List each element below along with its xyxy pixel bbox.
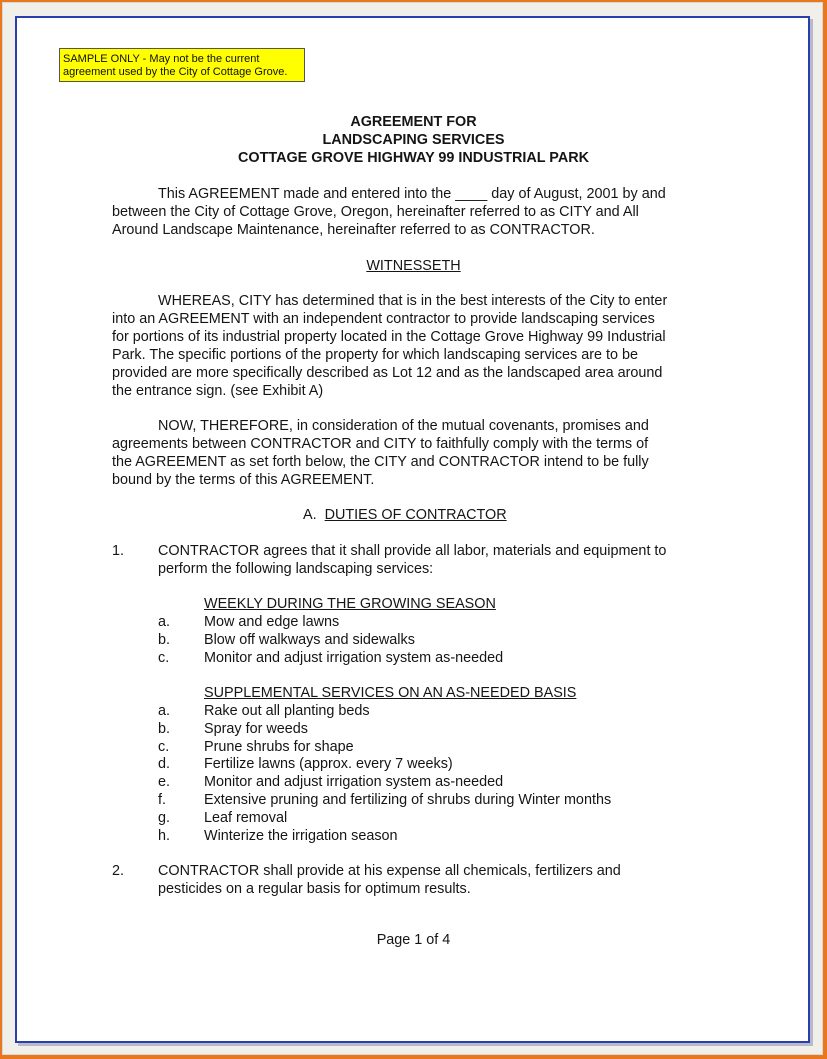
page-number: Page 1 of 4 [376,932,451,948]
sample-notice-line-2: agreement used by the City of Cottage Grove. [63,66,288,78]
witnesseth-heading: WITNESSETH [366,258,461,274]
supplemental-item-text: Fertilize lawns (approx. every 7 weeks) [204,756,453,772]
title-line-1: AGREEMENT FOR [350,114,477,130]
weekly-heading: WEEKLY DURING THE GROWING SEASON [204,596,496,612]
intro-line-3: Around Landscape Maintenance, hereinafter referred to as CONTRACTOR. [112,222,595,238]
weekly-item-text: Blow off walkways and sidewalks [204,632,415,648]
item-2-number: 2. [112,863,125,879]
supplemental-item-text: Spray for weeds [204,721,308,737]
weekly-item-letter: a. [158,614,171,630]
supplemental-item-letter: h. [158,828,171,844]
supplemental-item-text: Monitor and adjust irrigation system as-needed [204,774,504,790]
item-1-number: 1. [112,543,125,559]
now-therefore-line-3: the AGREEMENT as set forth below, the CITY and CONTRACTOR intend to be fully [112,454,649,470]
supplemental-item-letter: d. [158,756,171,772]
supplemental-item-letter: c. [158,739,170,755]
supplemental-item-letter: b. [158,721,171,737]
supplemental-item-text: Winterize the irrigation season [204,828,398,844]
item-1-line-1: CONTRACTOR agrees that it shall provide all labor, materials and equipment to [158,543,667,559]
weekly-item-letter: c. [158,650,170,666]
whereas-line-3: for portions of its industrial property located in the Cottage Grove Highway 99 Industrial [112,329,666,345]
item-2-line-1: CONTRACTOR shall provide at his expense all chemicals, fertilizers and [158,863,621,879]
whereas-line-5: provided are more specifically described as Lot 12 and as the landscaped area around [112,365,663,381]
intro-line-2: between the City of Cottage Grove, Oregon, hereinafter referred to as CITY and All [112,204,639,220]
weekly-item-text: Monitor and adjust irrigation system as-needed [204,650,504,666]
title-line-3: COTTAGE GROVE HIGHWAY 99 INDUSTRIAL PARK [237,150,589,166]
whereas-line-1: WHEREAS, CITY has determined that is in the best interests of the City to enter [158,293,668,309]
item-1-line-2: perform the following landscaping services: [158,561,434,577]
whereas-line-4: Park. The specific portions of the property for which landscaping services are to be [112,347,639,363]
whereas-line-6: the entrance sign. (see Exhibit A) [112,383,324,399]
now-therefore-line-4: bound by the terms of this AGREEMENT. [112,472,375,488]
supplemental-item-letter: a. [158,703,171,719]
supplemental-item-text: Prune shrubs for shape [204,739,354,755]
weekly-item-letter: b. [158,632,171,648]
now-therefore-line-2: agreements between CONTRACTOR and CITY to faithfully comply with the terms of [112,436,649,452]
sample-notice-line-1: SAMPLE ONLY - May not be the current [63,53,260,65]
section-a-title: DUTIES OF CONTRACTOR [324,507,507,523]
supplemental-item-text: Rake out all planting beds [204,703,370,719]
supplemental-item-letter: e. [158,774,171,790]
section-a-heading [303,506,507,524]
now-therefore-line-1: NOW, THEREFORE, in consideration of the mutual covenants, promises and [158,418,649,434]
supplemental-item-text: Extensive pruning and fertilizing of shrubs during Winter months [204,792,612,808]
sample-notice [59,48,305,82]
title-line-2: LANDSCAPING SERVICES [322,132,505,148]
weekly-item-text: Mow and edge lawns [204,614,340,630]
whereas-line-2: into an AGREEMENT with an independent contractor to provide landscaping services [112,311,655,327]
section-a-prefix: A. [303,507,317,523]
item-2-line-2: pesticides on a regular basis for optimum results. [158,881,471,897]
intro-line-1: This AGREEMENT made and entered into the ____ day of August, 2001 by and [158,186,666,202]
supplemental-item-letter: f. [158,792,166,808]
supplemental-item-text: Leaf removal [204,810,288,826]
supplemental-item-letter: g. [158,810,171,826]
supplemental-heading: SUPPLEMENTAL SERVICES ON AN AS-NEEDED BASIS [204,685,577,701]
